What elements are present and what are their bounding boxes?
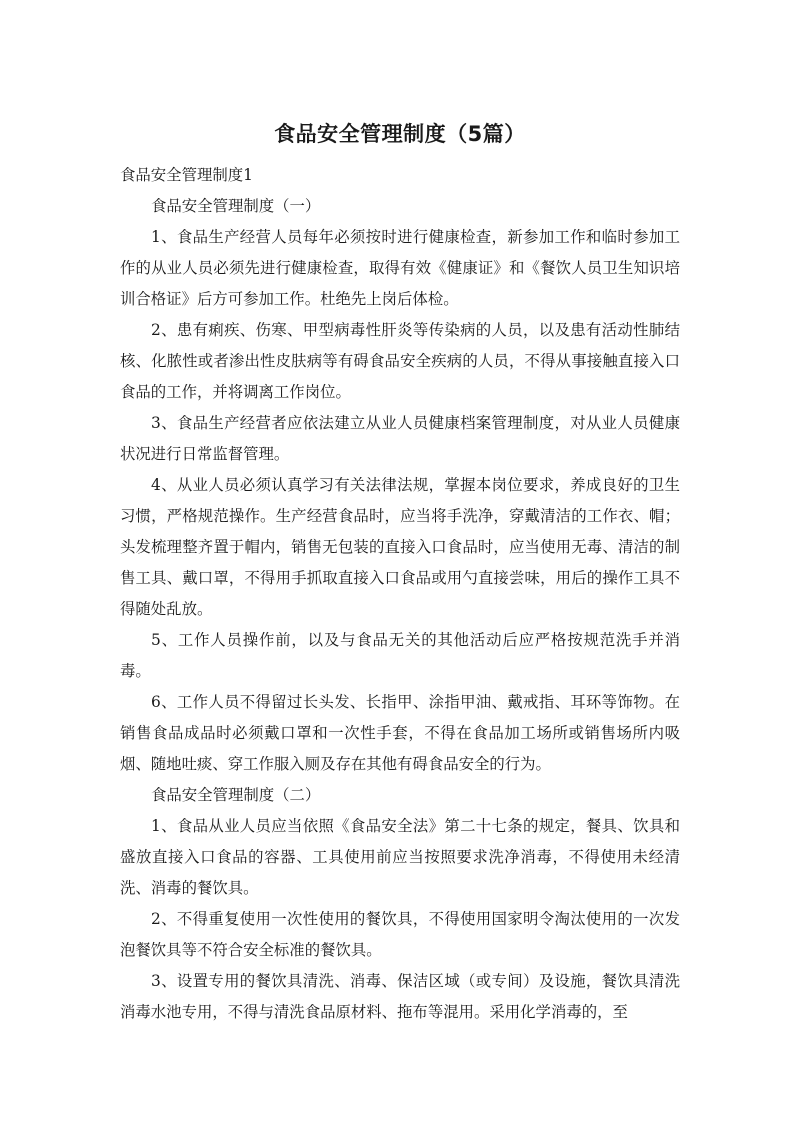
document-title: 食品安全管理制度（5篇） <box>274 122 526 146</box>
paragraph: 3、设置专用的餐饮具清洗、消毒、保洁区域（或专间）及设施，餐饮具清洗消毒水池专用，不得与清洗食品原材料、拖布等混用。采用化学消毒的，至 <box>120 972 680 1021</box>
paragraph: 2、不得重复使用一次性使用的餐饮具，不得使用国家明令淘汰使用的一次发泡餐饮具等不符合安全标准的餐饮具。 <box>120 910 680 959</box>
paragraph: 6、工作人员不得留过长头发、长指甲、涂指甲油、戴戒指、耳环等饰物。在销售食品成品时必须戴口罩和一次性手套，不得在食品加工场所或销售场所内吸烟、随地吐痰、穿工作服入厕及存在其他有碍食品安全的行为。 <box>120 693 680 773</box>
document-body <box>120 160 680 1028</box>
subsection-heading: 食品安全管理制度（一） <box>151 197 321 215</box>
paragraph: 1、食品生产经营人员每年必须按时进行健康检查，新参加工作和临时参加工作的从业人员必须先进行健康检查，取得有效《健康证》和《餐饮人员卫生知识培训合格证》后方可参加工作。杜绝先上岗后体检。 <box>120 228 680 308</box>
paragraph: 3、食品生产经营者应依法建立从业人员健康档案管理制度，对从业人员健康状况进行日常监督管理。 <box>120 414 680 463</box>
paragraph: 4、从业人员必须认真学习有关法律法规，掌握本岗位要求，养成良好的卫生习惯，严格规范操作。生产经营食品时，应当将手洗净，穿戴清洁的工作衣、帽；头发梳理整齐置于帽内，销售无包装的直接入口食品时，应当使用无毒、清洁的制售工具、戴口罩，不得用手抓取直接入口食品或用勺直接尝味，用后的操作工具不得随处乱放。 <box>120 476 680 618</box>
paragraph: 1、食品从业人员应当依照《食品安全法》第二十七条的规定，餐具、饮具和盛放直接入口食品的容器、工具使用前应当按照要求洗净消毒，不得使用未经清洗、消毒的餐饮具。 <box>120 817 680 897</box>
paragraph: 5、工作人员操作前，以及与食品无关的其他活动后应严格按规范洗手并消毒。 <box>120 631 680 680</box>
paragraph: 2、患有痢疾、伤寒、甲型病毒性肝炎等传染病的人员，以及患有活动性肺结核、化脓性或者渗出性皮肤病等有碍食品安全疾病的人员，不得从事接触直接入口食品的工作，并将调离工作岗位。 <box>120 321 680 401</box>
section-heading: 食品安全管理制度1 <box>120 166 253 184</box>
subsection-heading: 食品安全管理制度（二） <box>151 786 321 804</box>
